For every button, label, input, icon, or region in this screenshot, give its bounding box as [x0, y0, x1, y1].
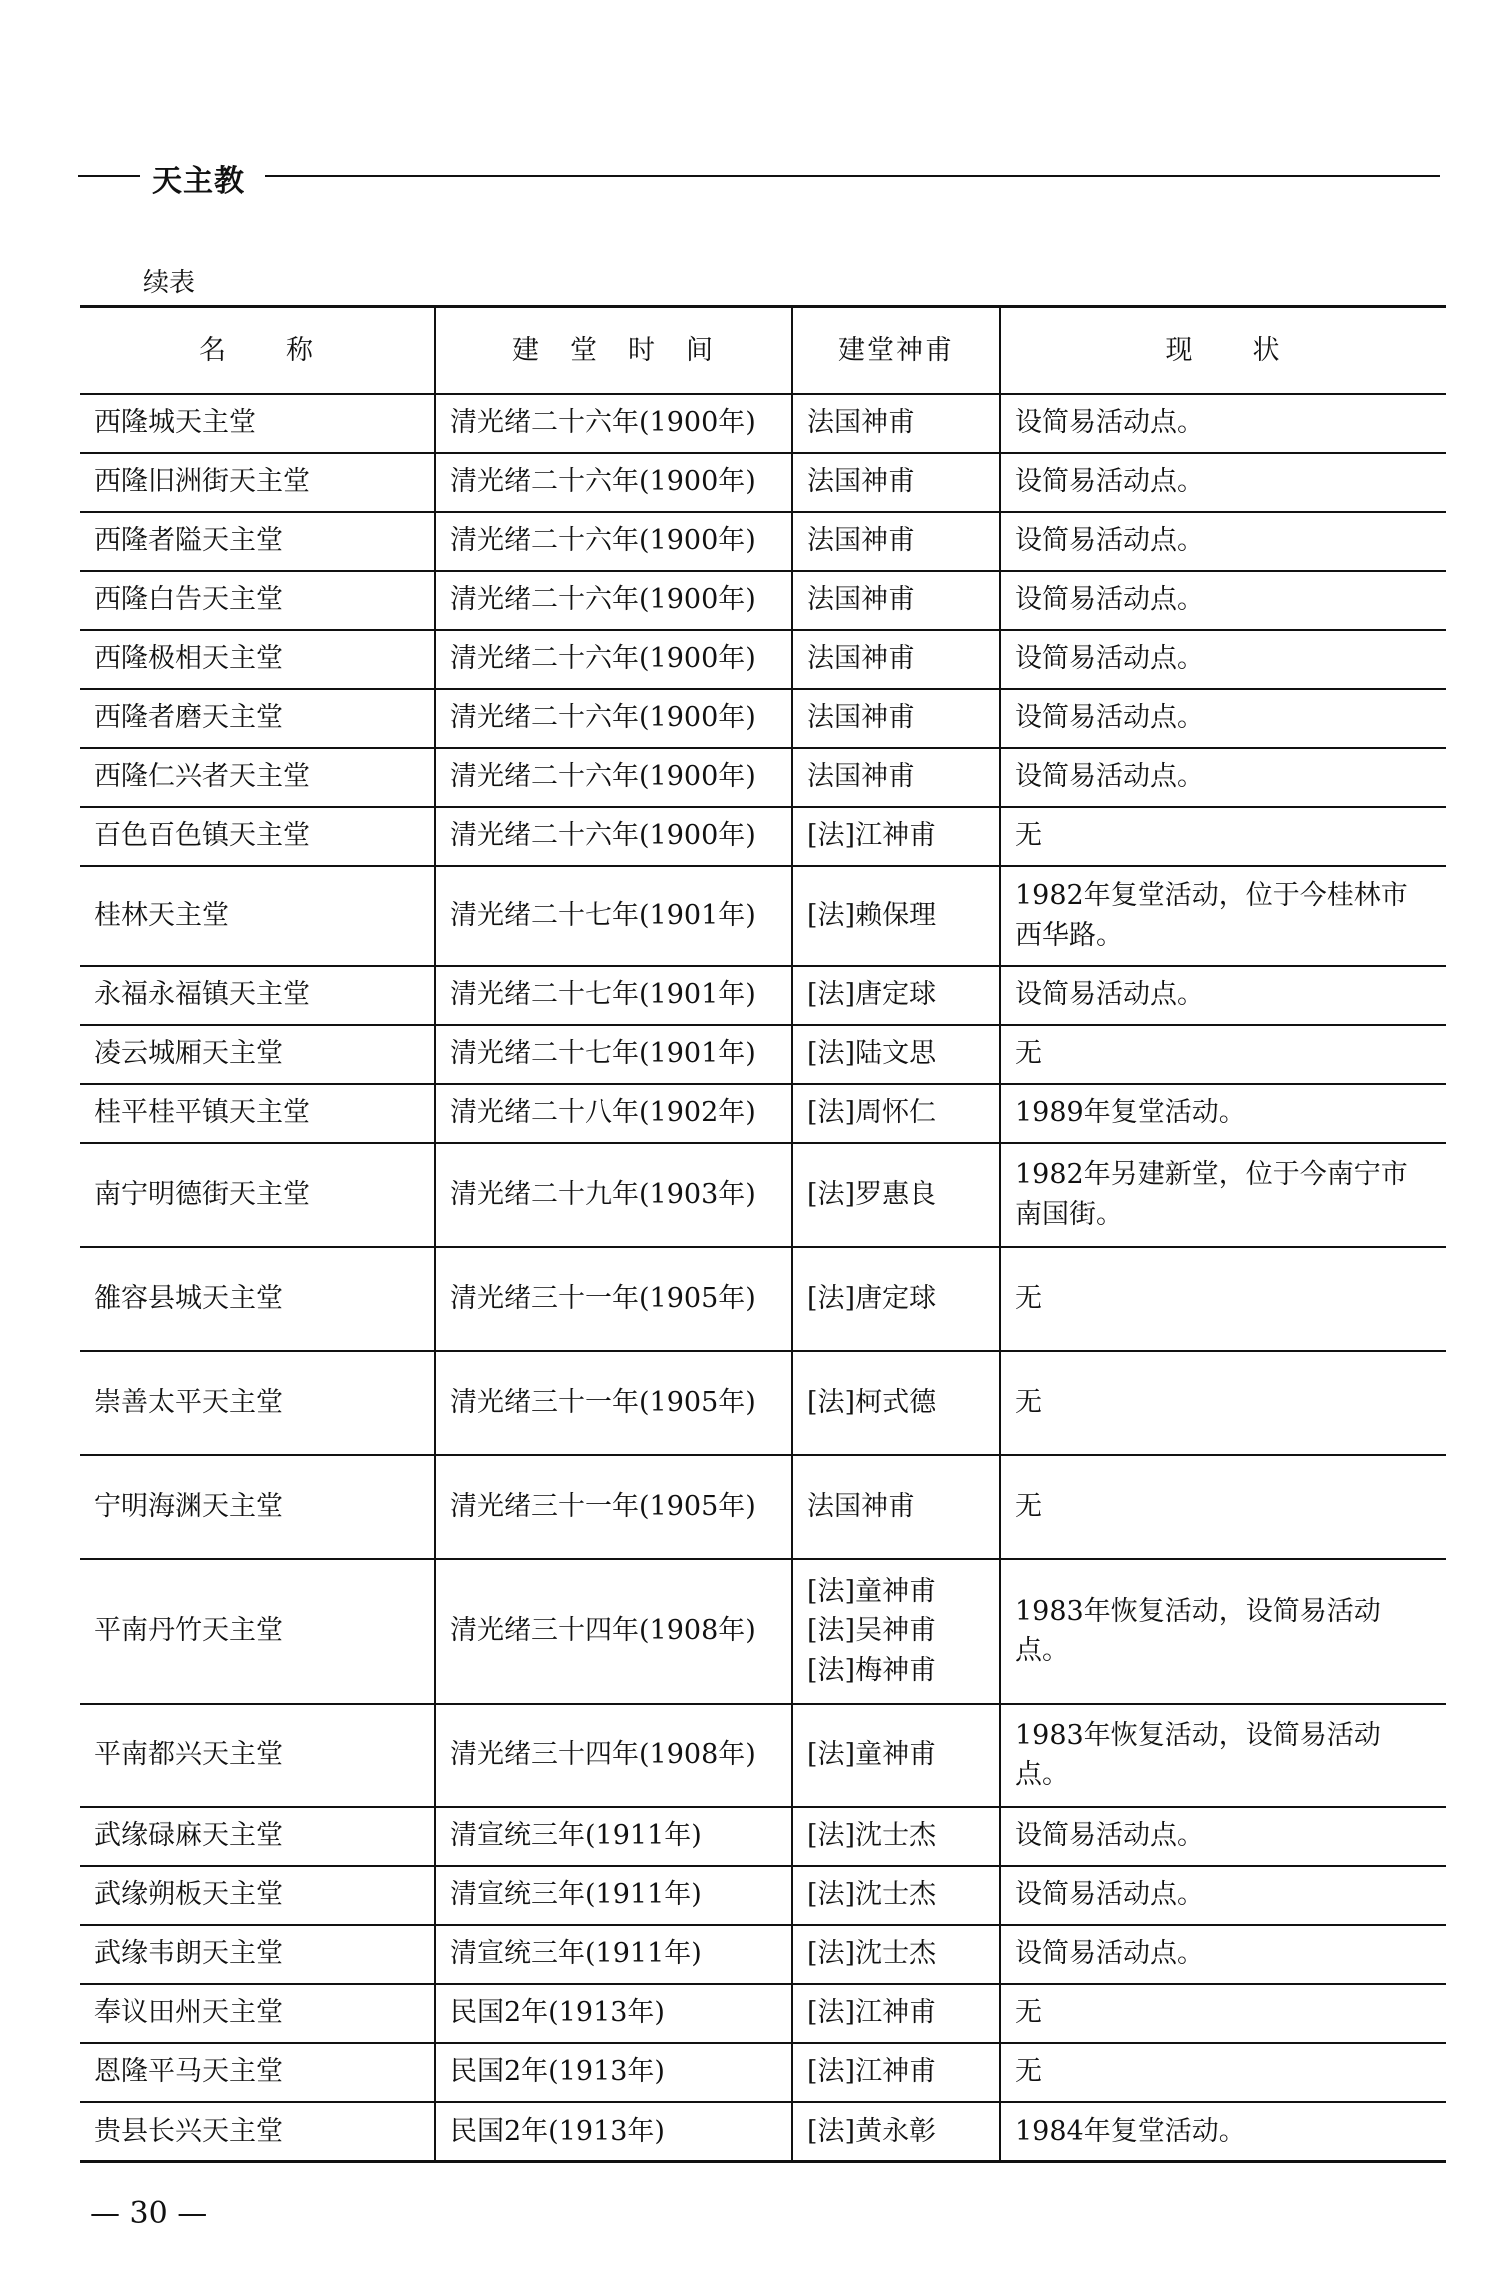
cell-priest: 法国神甫 [792, 571, 1000, 630]
table-row [80, 2102, 1446, 2162]
cell-priest: [法]周怀仁 [792, 1084, 1000, 1143]
cell-name: 桂林天主堂 [80, 866, 435, 966]
cell-status: 设简易活动点。 [1000, 966, 1446, 1025]
cell-built-time: 清光绪三十一年(1905年) [435, 1455, 792, 1559]
table-row [80, 866, 1446, 966]
table-row [80, 453, 1446, 512]
cell-built-time: 清光绪二十八年(1902年) [435, 1084, 792, 1143]
cell-priest: 法国神甫 [792, 748, 1000, 807]
cell-priest: [法]柯式德 [792, 1351, 1000, 1455]
cell-name: 平南都兴天主堂 [80, 1704, 435, 1807]
cell-built-time: 清光绪二十六年(1900年) [435, 807, 792, 866]
cell-name: 贵县长兴天主堂 [80, 2102, 435, 2162]
header-priest: 建堂神甫 [792, 307, 1000, 394]
cell-status: 设简易活动点。 [1000, 1807, 1446, 1866]
header-name: 名 称 [80, 307, 435, 394]
cell-built-time: 清宣统三年(1911年) [435, 1925, 792, 1984]
cell-name: 西隆旧洲街天主堂 [80, 453, 435, 512]
cell-built-time: 清光绪二十六年(1900年) [435, 630, 792, 689]
cell-built-time: 清光绪三十四年(1908年) [435, 1559, 792, 1704]
table-row [80, 1247, 1446, 1351]
cell-status: 设简易活动点。 [1000, 512, 1446, 571]
cell-status: 设简易活动点。 [1000, 689, 1446, 748]
cell-name: 奉议田州天主堂 [80, 1984, 435, 2043]
cell-status: 无 [1000, 2043, 1446, 2102]
cell-line: [法]梅神甫 [807, 1654, 937, 1686]
continued-label: 续表 [143, 268, 196, 298]
table-row [80, 807, 1446, 866]
table-row [80, 1704, 1446, 1807]
cell-priest: [法]沈士杰 [792, 1866, 1000, 1925]
cell-built-time: 清光绪二十六年(1900年) [435, 748, 792, 807]
table-header-row [80, 307, 1446, 394]
cell-status: 1982年复堂活动，位于今桂林市西华路。 [1000, 866, 1446, 966]
cell-name: 西隆者磨天主堂 [80, 689, 435, 748]
cell-name: 武缘朔板天主堂 [80, 1866, 435, 1925]
cell-name: 永福永福镇天主堂 [80, 966, 435, 1025]
cell-priest: [法]罗惠良 [792, 1143, 1000, 1247]
table-row [80, 1351, 1446, 1455]
cell-status: 设简易活动点。 [1000, 748, 1446, 807]
cell-name: 桂平桂平镇天主堂 [80, 1084, 435, 1143]
cell-status: 1983年恢复活动，设简易活动点。 [1000, 1704, 1446, 1807]
cell-built-time: 民国2年(1913年) [435, 1984, 792, 2043]
table-row [80, 966, 1446, 1025]
cell-built-time: 清光绪二十七年(1901年) [435, 966, 792, 1025]
cell-name: 南宁明德街天主堂 [80, 1143, 435, 1247]
cell-status: 1989年复堂活动。 [1000, 1084, 1446, 1143]
cell-priest: 法国神甫 [792, 1455, 1000, 1559]
cell-built-time: 清光绪二十六年(1900年) [435, 394, 792, 453]
cell-priest: [法]唐定球 [792, 1247, 1000, 1351]
cell-priest: 法国神甫 [792, 394, 1000, 453]
cell-name: 西隆城天主堂 [80, 394, 435, 453]
cell-built-time: 清光绪二十九年(1903年) [435, 1143, 792, 1247]
cell-name: 武缘碌麻天主堂 [80, 1807, 435, 1866]
table-row [80, 1455, 1446, 1559]
cell-name: 恩隆平马天主堂 [80, 2043, 435, 2102]
cell-status: 设简易活动点。 [1000, 630, 1446, 689]
cell-status: 设简易活动点。 [1000, 394, 1446, 453]
cell-priest: 法国神甫 [792, 453, 1000, 512]
cell-priest: [法]江神甫 [792, 2043, 1000, 2102]
cell-status: 1984年复堂活动。 [1000, 2102, 1446, 2162]
cell-status: 无 [1000, 1025, 1446, 1084]
cell-line: [法]童神甫 [807, 1576, 937, 1608]
cell-built-time: 清光绪三十一年(1905年) [435, 1247, 792, 1351]
cell-built-time: 清光绪二十六年(1900年) [435, 512, 792, 571]
cell-status: 无 [1000, 1247, 1446, 1351]
table-row [80, 1143, 1446, 1247]
section-title: 天主教 [152, 164, 245, 199]
cell-built-time: 清光绪二十七年(1901年) [435, 1025, 792, 1084]
cell-priest: [法]江神甫 [792, 807, 1000, 866]
table-row [80, 571, 1446, 630]
cell-priest: [法]唐定球 [792, 966, 1000, 1025]
header-rule-right [265, 175, 1440, 177]
cell-name: 崇善太平天主堂 [80, 1351, 435, 1455]
cell-built-time: 清宣统三年(1911年) [435, 1807, 792, 1866]
table-row [80, 2043, 1446, 2102]
cell-status: 设简易活动点。 [1000, 1925, 1446, 1984]
cell-built-time: 民国2年(1913年) [435, 2102, 792, 2162]
cell-name: 西隆者隘天主堂 [80, 512, 435, 571]
cell-priest: 法国神甫 [792, 689, 1000, 748]
cell-built-time: 清宣统三年(1911年) [435, 1866, 792, 1925]
cell-priest: [法]黄永彰 [792, 2102, 1000, 2162]
table-row [80, 748, 1446, 807]
cell-name: 武缘韦朗天主堂 [80, 1925, 435, 1984]
cell-status: 1982年另建新堂，位于今南宁市南国街。 [1000, 1143, 1446, 1247]
table-row [80, 512, 1446, 571]
cell-priest [792, 1559, 1000, 1704]
cell-status: 设简易活动点。 [1000, 453, 1446, 512]
cell-status: 设简易活动点。 [1000, 571, 1446, 630]
cell-built-time: 清光绪二十六年(1900年) [435, 571, 792, 630]
cell-priest: [法]童神甫 [792, 1704, 1000, 1807]
table-row [80, 1025, 1446, 1084]
table-row [80, 1084, 1446, 1143]
cell-built-time: 清光绪三十一年(1905年) [435, 1351, 792, 1455]
table-row [80, 1559, 1446, 1704]
cell-built-time: 清光绪三十四年(1908年) [435, 1704, 792, 1807]
table-row [80, 1925, 1446, 1984]
cell-name: 宁明海渊天主堂 [80, 1455, 435, 1559]
header-built-time: 建 堂 时 间 [435, 307, 792, 394]
table-row [80, 630, 1446, 689]
cell-priest: [法]江神甫 [792, 1984, 1000, 2043]
table-body [80, 394, 1446, 2162]
cell-status: 无 [1000, 1351, 1446, 1455]
table-row [80, 1807, 1446, 1866]
table-row [80, 689, 1446, 748]
cell-name: 西隆仁兴者天主堂 [80, 748, 435, 807]
cell-built-time: 清光绪二十六年(1900年) [435, 689, 792, 748]
cell-name: 凌云城厢天主堂 [80, 1025, 435, 1084]
cell-priest: [法]陆文思 [792, 1025, 1000, 1084]
cell-priest: [法]沈士杰 [792, 1807, 1000, 1866]
cell-status: 无 [1000, 1455, 1446, 1559]
cell-priest: [法]沈士杰 [792, 1925, 1000, 1984]
table-row [80, 394, 1446, 453]
page-number: — 30 — [90, 2196, 208, 2231]
cell-name: 百色百色镇天主堂 [80, 807, 435, 866]
table-row [80, 1984, 1446, 2043]
cell-status: 无 [1000, 807, 1446, 866]
cell-status: 1983年恢复活动，设简易活动点。 [1000, 1559, 1446, 1704]
cell-name: 西隆极相天主堂 [80, 630, 435, 689]
cell-status: 无 [1000, 1984, 1446, 2043]
cell-status: 设简易活动点。 [1000, 1866, 1446, 1925]
church-table [80, 305, 1446, 2163]
cell-built-time: 清光绪二十六年(1900年) [435, 453, 792, 512]
table-row [80, 1866, 1446, 1925]
cell-name: 西隆白告天主堂 [80, 571, 435, 630]
cell-built-time: 清光绪二十七年(1901年) [435, 866, 792, 966]
cell-priest: 法国神甫 [792, 512, 1000, 571]
cell-name: 平南丹竹天主堂 [80, 1559, 435, 1704]
header-status: 现 状 [1000, 307, 1446, 394]
cell-built-time: 民国2年(1913年) [435, 2043, 792, 2102]
cell-priest: [法]赖保理 [792, 866, 1000, 966]
cell-line: [法]吴神甫 [807, 1615, 937, 1647]
cell-priest: 法国神甫 [792, 630, 1000, 689]
header-rule-left [78, 175, 140, 177]
cell-name: 雒容县城天主堂 [80, 1247, 435, 1351]
